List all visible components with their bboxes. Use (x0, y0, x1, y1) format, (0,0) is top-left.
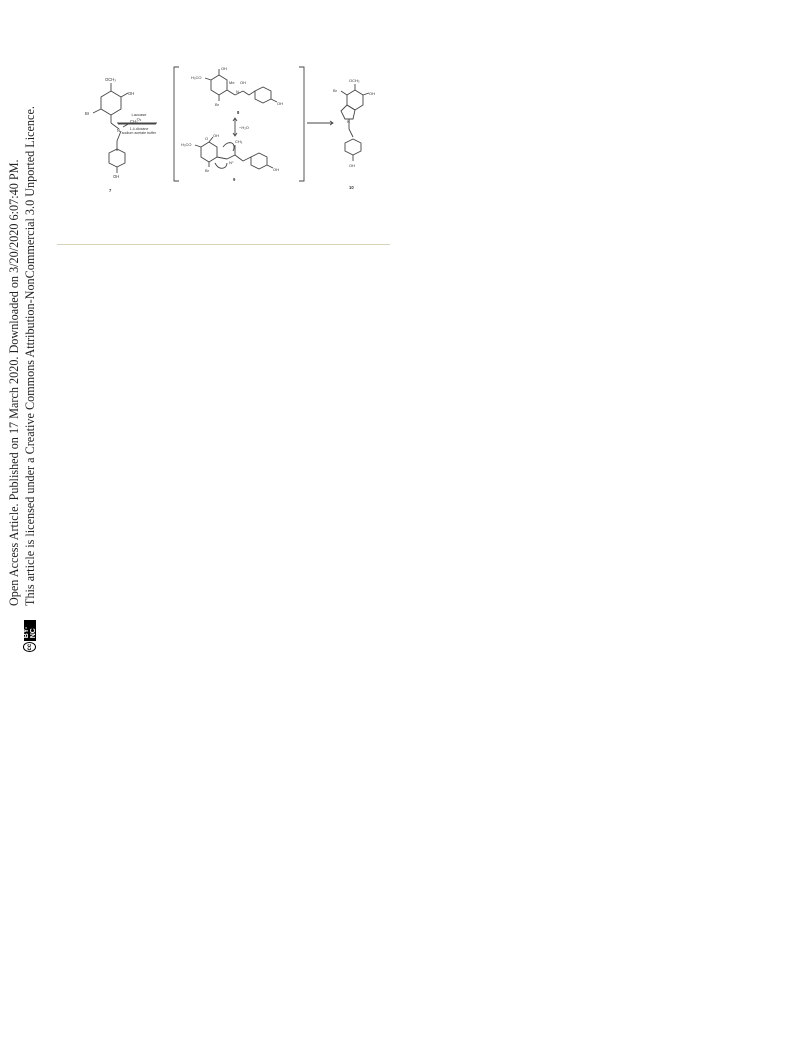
atom-label: Me (229, 80, 235, 85)
atom-label: N⁺ (229, 160, 234, 165)
atom-label: N (117, 128, 121, 133)
atom-label: H₃CO (191, 75, 202, 80)
atom-label: N (236, 89, 239, 94)
atom-label: Br (85, 111, 90, 116)
atom-label: OH (221, 66, 227, 71)
compound-label-8: 8 (237, 110, 240, 115)
compound-9-structure (195, 137, 273, 169)
compound-8-structure (205, 69, 277, 103)
atom-label: OH (240, 80, 246, 85)
atom-label: OH (369, 91, 375, 96)
reagent-buffer: sodium acetate buffer (121, 131, 157, 135)
compound-label-10: 10 (349, 185, 354, 190)
cc-license-badge[interactable] (22, 620, 37, 652)
atom-label: OH (273, 167, 279, 172)
atom-label: Br (205, 168, 209, 173)
reagent-o2: O₂ (136, 116, 142, 122)
license-margin-note (6, 0, 42, 652)
publication-line: Open Access Article. Published on 17 March 2020. Downloaded on 3/20/2020 6:07:40 PM. (7, 159, 21, 606)
atom-label: CH₃ (235, 139, 243, 144)
atom-label: CH₃ (130, 119, 138, 124)
bracket-right (299, 67, 304, 181)
license-line[interactable]: This article is licensed under a Creative Commons Attribution-NonCommercial 3.0 Unported Licence. (23, 106, 37, 606)
cc-icon: cc (23, 642, 36, 652)
atom-label: OH (349, 163, 355, 168)
cc-badge-label: BY-NC (24, 620, 36, 641)
atom-label: OH (128, 91, 135, 96)
dehydration-label: −H₂O (239, 125, 249, 130)
atom-label: OH (213, 133, 219, 138)
atom-label: Br (215, 102, 219, 107)
atom-label: OCH₃ (105, 77, 117, 82)
atom-label: OH (113, 174, 120, 179)
reagent-dioxane: 1,4-dioxane (129, 127, 149, 131)
compound-label-9: 9 (233, 177, 236, 182)
atom-label: OCH₃ (349, 78, 360, 83)
section-divider (57, 244, 390, 245)
bracket-left (174, 67, 179, 181)
atom-label: O (205, 136, 209, 141)
atom-label: OH (277, 101, 283, 106)
atom-label: N (347, 119, 350, 124)
compound-7-structure (93, 83, 130, 173)
compound-10-structure (341, 84, 369, 161)
compound-label-7: 7 (109, 188, 112, 193)
atom-label: Br (333, 88, 337, 93)
reaction-scheme (55, 55, 395, 205)
reagent-laccase: Laccase (131, 112, 147, 117)
atom-label: H₃CO (181, 142, 192, 147)
